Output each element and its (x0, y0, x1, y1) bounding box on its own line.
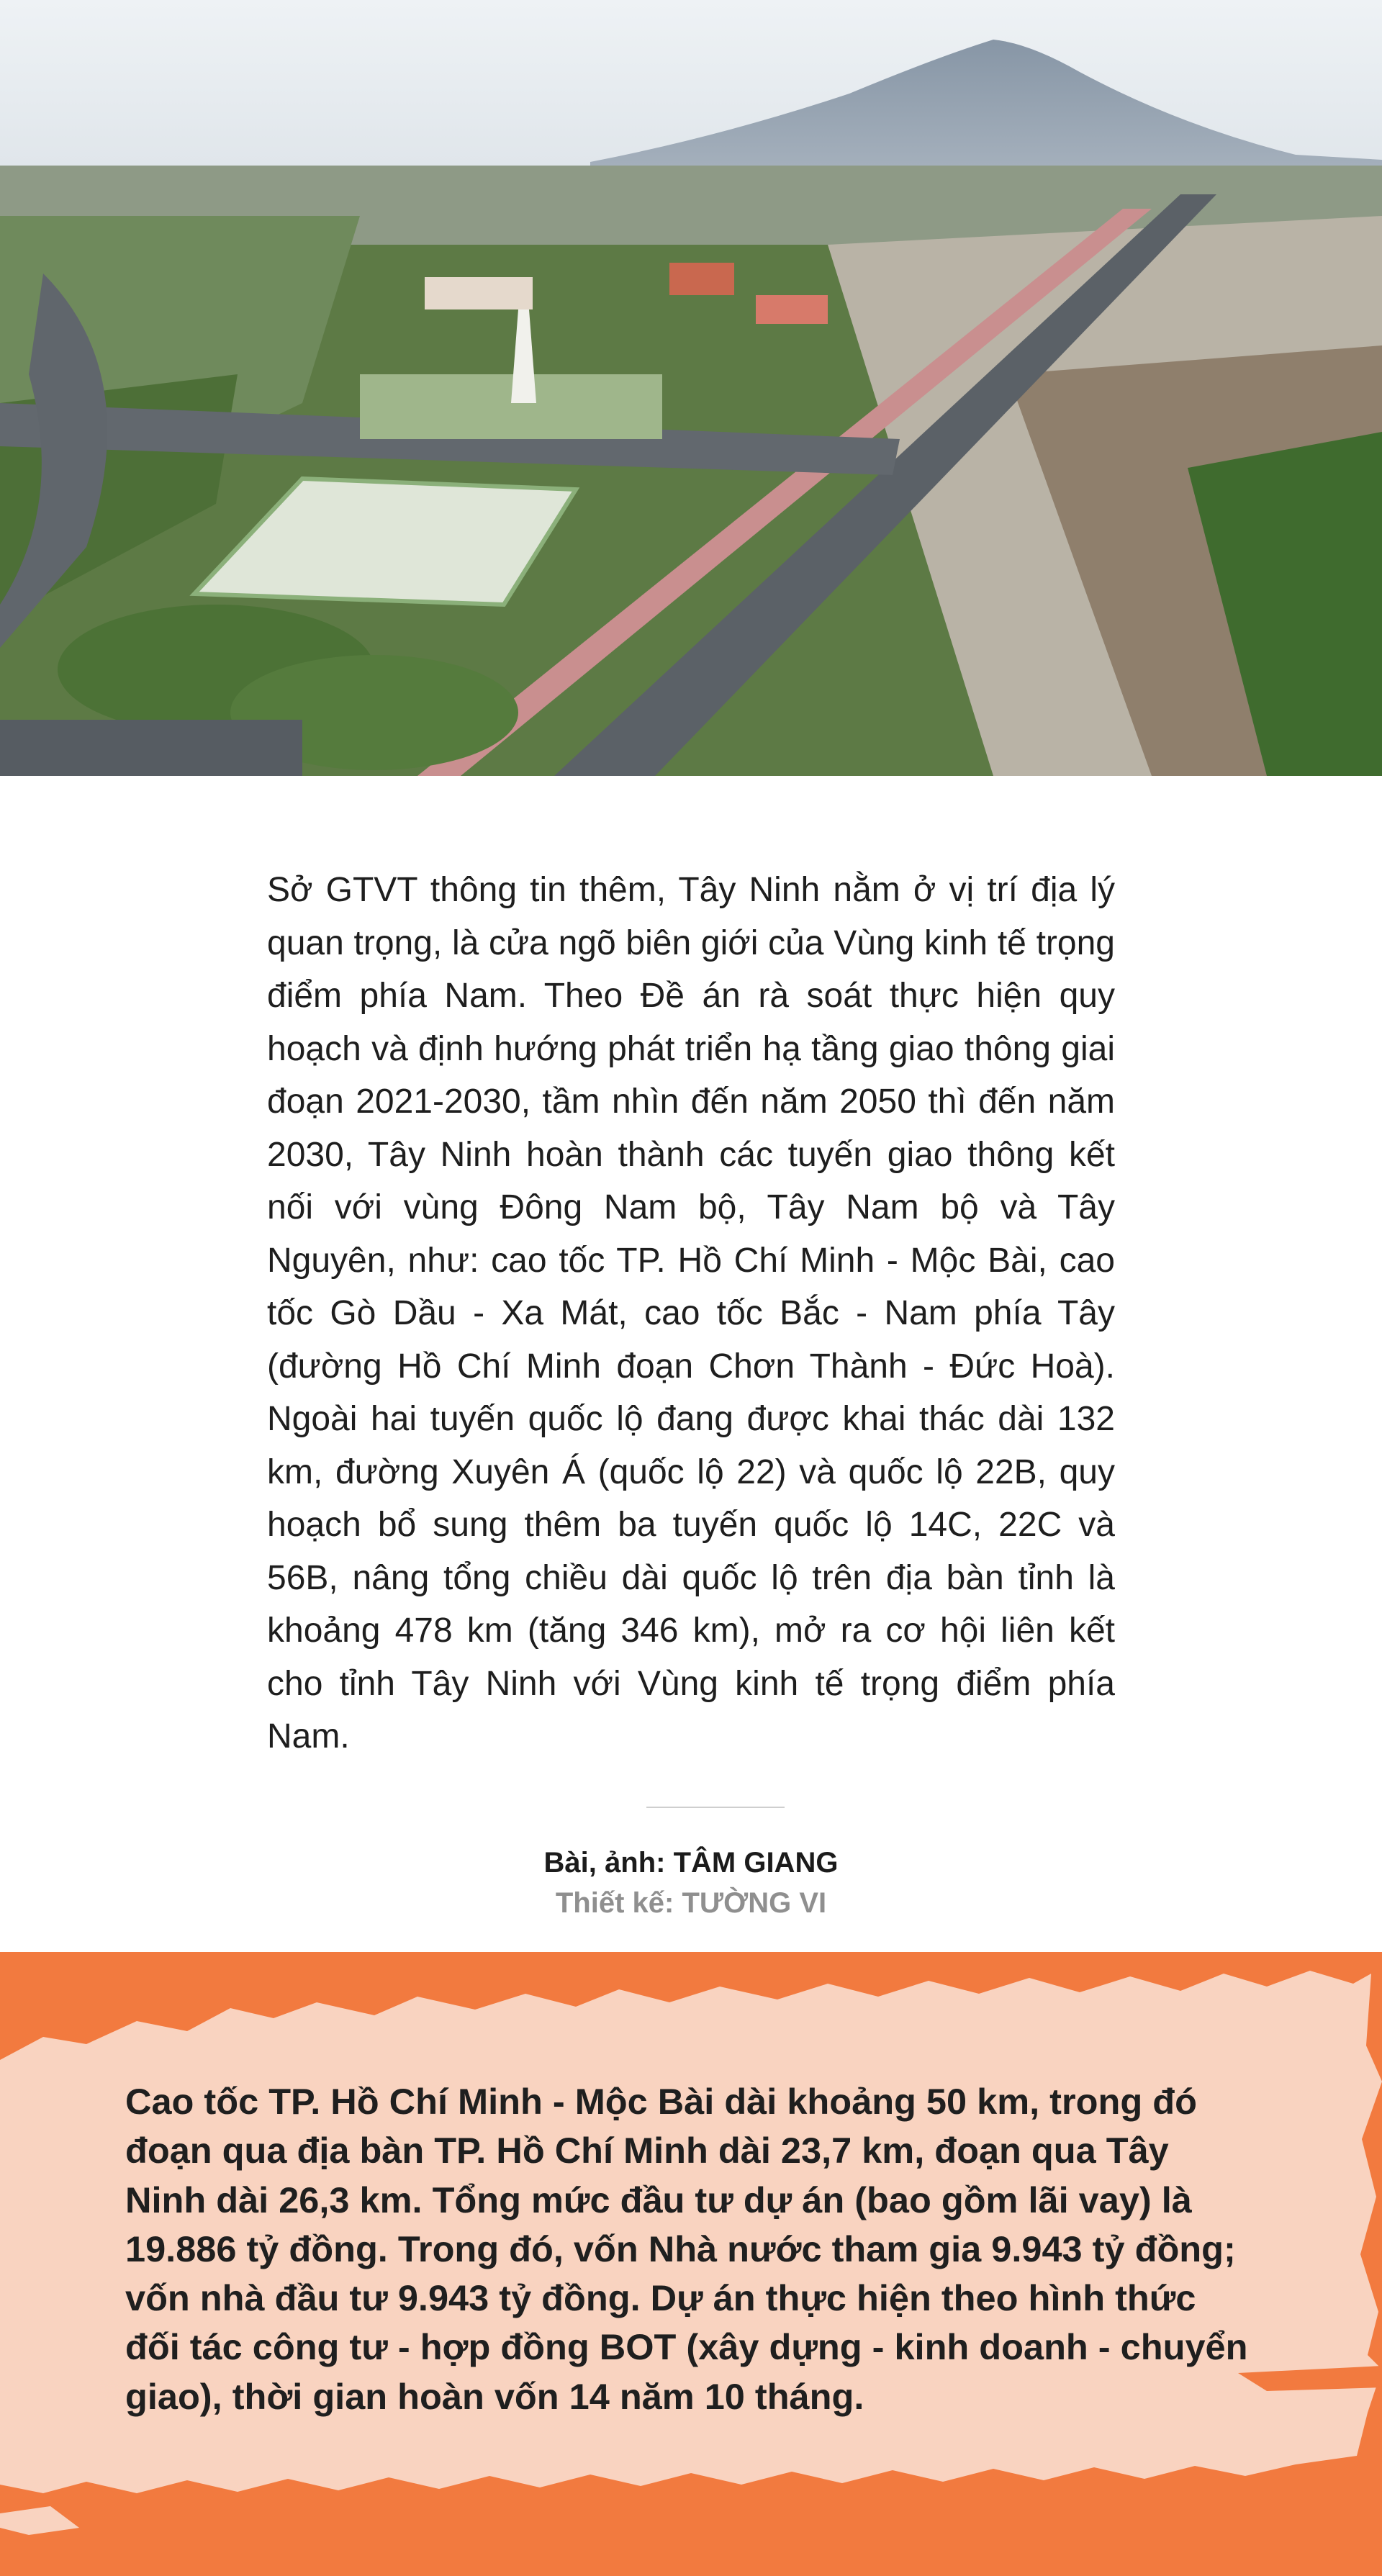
author-label: Bài, ảnh: (543, 1847, 674, 1879)
design-name: TƯỜNG VI (682, 1887, 827, 1919)
article-paragraph: Sở GTVT thông tin thêm, Tây Ninh nằm ở vị trí địa lý quan trọng, là cửa ngõ biên giới của Vùng kinh tế trọng điểm phía Nam. Theo Đề án rà soát thực hiện quy hoạch và định hướng phát triển hạ tầng giao thông giai đoạn 2021-2030, tầm nhìn đến năm 2050 thì đến năm 2030, Tây Ninh hoàn thành các tuyến giao thông kết nối với vùng Đông Nam bộ, Tây Nam bộ và Tây Nguyên, như: cao tốc TP. Hồ Chí Minh - Mộc Bài, cao tốc Gò Dầu - Xa Mát, cao tốc Bắc - Nam phía Tây (đường Hồ Chí Minh đoạn Chơn Thành - Đức Hoà). Ngoài hai tuyến quốc lộ đang được khai thác dài 132 km, đường Xuyên Á (quốc lộ 22) và quốc lộ 22B, quy hoạch bổ sung thêm ba tuyến quốc lộ 14C, 22C và 56B, nâng tổng chiều dài quốc lộ trên địa bàn tỉnh là khoảng 478 km (tăng 346 km), mở ra cơ hội liên kết cho tỉnh Tây Ninh với Vùng kinh tế trọng điểm phía Nam. (267, 871, 1115, 1755)
author-name: TÂM GIANG (673, 1847, 839, 1879)
design-label: Thiết kế: (555, 1887, 682, 1919)
design-credit (0, 1887, 1382, 1920)
fact-box-text: Cao tốc TP. Hồ Chí Minh - Mộc Bài dài khoảng 50 km, trong đó đoạn qua địa bàn TP. Hồ Chí Minh dài 23,7 km, đoạn qua Tây Ninh dài 26,3 km. Tổng mức đầu tư dự án (bao gồm lãi vay) là 19.886 tỷ đồng. Trong đó, vốn Nhà nước tham gia 9.943 tỷ đồng; vốn nhà đầu tư 9.943 tỷ đồng. Dự án thực hiện theo hình thức đối tác công tư - hợp đồng BOT (xây dựng - kinh doanh - chuyển giao), thời gian hoàn vốn 14 năm 10 tháng. (125, 2081, 1248, 2417)
aerial-city-photo (0, 0, 1382, 776)
aerial-city-photo-icon (0, 0, 1382, 776)
divider (646, 1807, 785, 1808)
author-credit (0, 1847, 1382, 1879)
